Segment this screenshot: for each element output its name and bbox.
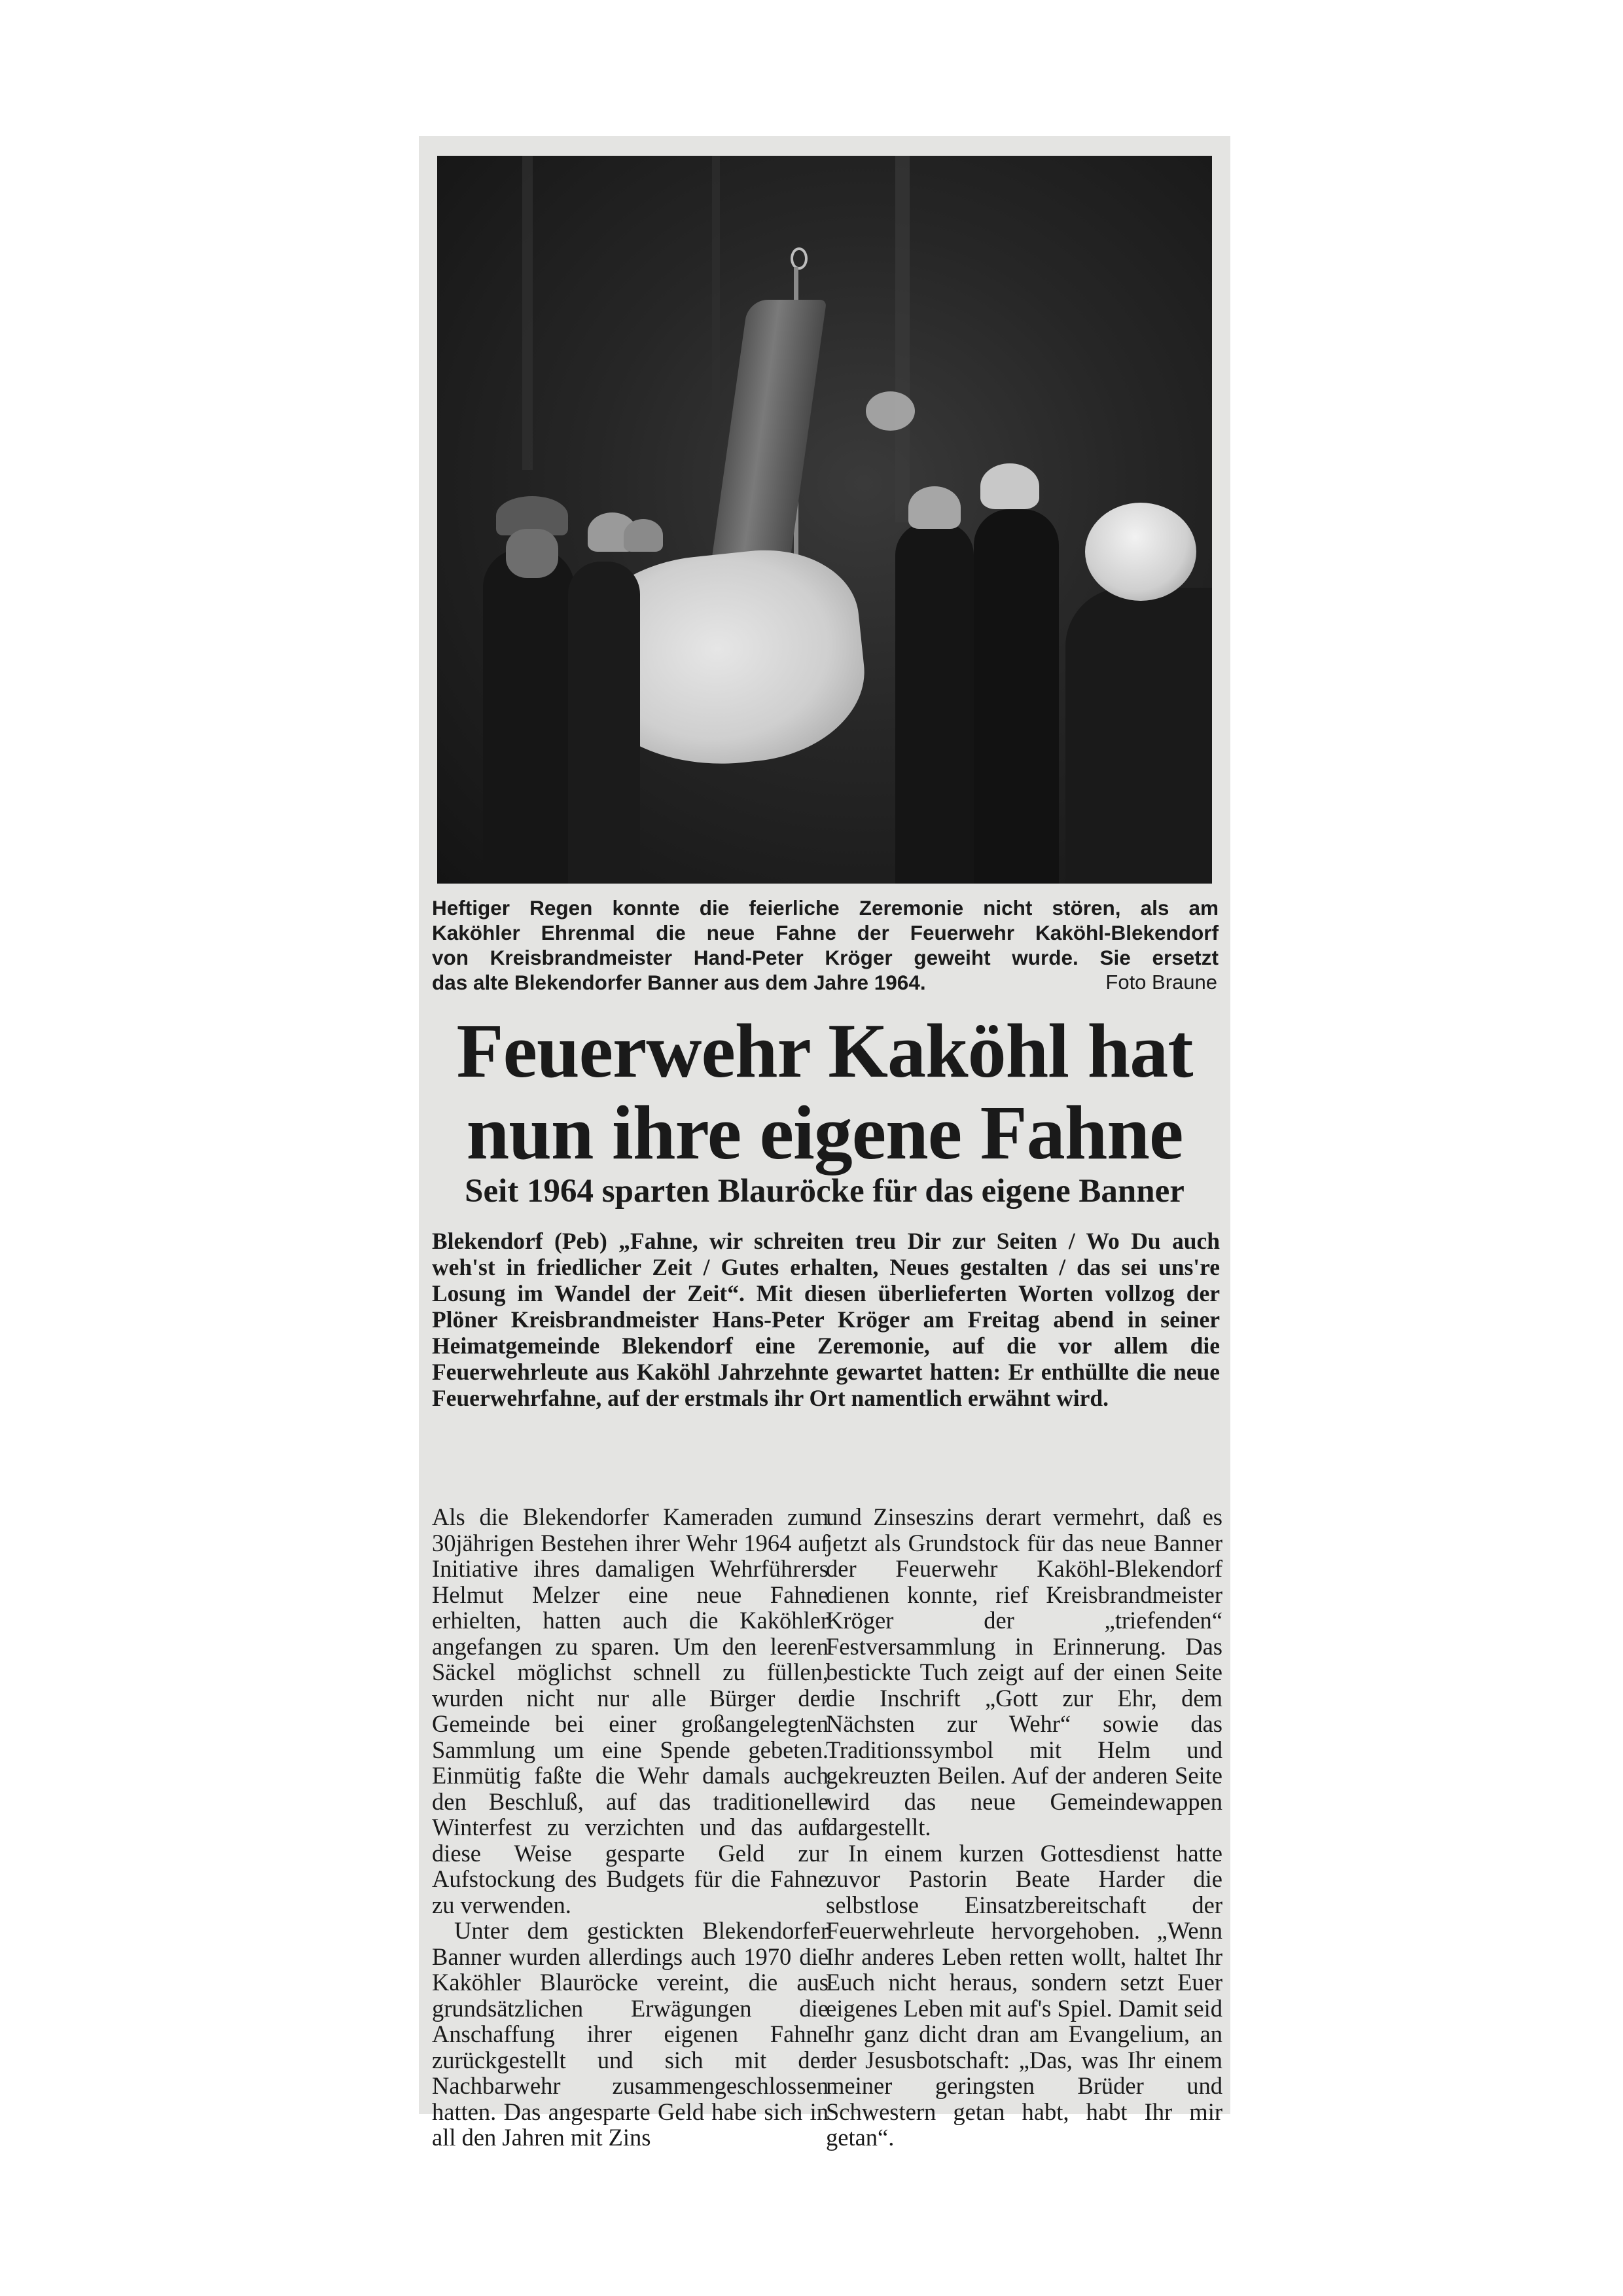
caption-line: von Kreisbrandmeister Hand-Peter Kröger geweiht wurde. Sie ersetzt bbox=[432, 946, 1219, 969]
lamp-glow bbox=[866, 391, 915, 431]
caption-line: Kaköhler Ehrenmal die neue Fahne der Feuerwehr Kaköhl-Blekendorf bbox=[432, 921, 1219, 944]
body-column-right bbox=[826, 1504, 1222, 2151]
body-paragraph: In einem kurzen Gottesdienst hatte zuvor Pastorin Beate Harder die selbstlose Einsatzbereitschaft der Feuerwehrleute hervorgehoben. „Wenn Ihr anderes Leben retten wollt, haltet Ihr Euch nicht heraus, sondern setzt Euer eigenes Leben mit auf's Spiel. Damit seid Ihr ganz dicht dran am Evangelium, an der Jesusbotschaft: „Das, was Ihr einem meiner geringsten Brüder und Schwestern getan habt, habt Ihr mir getan“. bbox=[826, 1839, 1222, 2151]
body-column-left bbox=[432, 1504, 829, 2151]
firefighter-figure bbox=[895, 522, 974, 884]
firefighter-figure bbox=[974, 509, 1059, 884]
headline: Feuerwehr Kaköhl hat nun ihre eigene Fahne bbox=[456, 1008, 1193, 1175]
lead-paragraph: Blekendorf (Peb) „Fahne, wir schreiten treu Dir zur Seiten / Wo Du auch weh'st in friedlicher Zeit / Gutes erhalten, Neues gestalten / das sei uns're Losung im Wandel der Zeit“. Mit diesen überlieferten Worten vollzog der Plöner Kreisbrandmeister Hans-Peter Kröger am Freitag abend in seiner Heimatgemeinde Blekendorf eine Zeremonie, auf die vor allem die Feuerwehrleute aus Kaköhl Jahrzehnte gewartet hatten: Er enthüllte die neue Feuerwehrfahne, auf der erstmals ihr Ort namentlich erwähnt wird. bbox=[432, 1228, 1220, 1411]
photo-credit: Foto Braune bbox=[1105, 971, 1217, 994]
firefighter-helmet bbox=[980, 463, 1039, 509]
caption-line: das alte Blekendorfer Banner aus dem Jahre 1964. bbox=[432, 971, 926, 994]
tree-trunk bbox=[522, 156, 533, 470]
body-paragraph: Unter dem gestickten Blekendorfer Banner wurden allerdings auch 1970 die Kaköhler Blauröcke vereint, die aus grundsätzlichen Erwägungen die Anschaffung ihrer eigenen Fahne zurückgestellt und sich mit der Nachbarwehr zusammengeschlossen hatten. Das angesparte Geld habe sich in all den Jahren mit Zins bbox=[432, 1917, 829, 2151]
body-paragraph: und Zinseszins derart vermehrt, daß es jetzt als Grundstock für das neue Banner der Feuerwehr Kaköhl-Blekendorf dienen konnte, rief Kreisbrandmeister Kröger der „triefenden“ Festversammlung in Erinnerung. Das bestickte Tuch zeigt auf der einen Seite die Inschrift „Gott zur Ehr, dem Nächsten zur Wehr“ sowie das Traditionssymbol mit Helm und gekreuzten Beilen. Auf der anderen Seite wird das neue Gemeindewappen dargestellt. bbox=[826, 1503, 1222, 1840]
tree-trunk bbox=[895, 156, 910, 522]
photo-caption bbox=[432, 895, 1219, 995]
newspaper-clipping bbox=[419, 136, 1230, 2151]
body-paragraph: Als die Blekendorfer Kameraden zum 30jährigen Bestehen ihrer Wehr 1964 auf Initiative ihres damaligen Wehrführers Helmut Melzer eine neue Fahne erhielten, hatten auch die Kaköhler angefangen zu sparen. Um den leeren Säckel möglichst schnell zu füllen, wurden nicht nur alle Bürger der Gemeinde bei einer großangelegten Sammlung um eine Spende gebeten. Einmütig faßte die Wehr damals auch den Beschluß, auf das traditionelle Winterfest zu verzichten und das auf diese Weise gesparte Geld zur Aufstockung des Budgets für die Fahne zu verwenden. bbox=[432, 1503, 829, 1918]
flag-pole-top bbox=[791, 247, 808, 270]
subheadline: Seit 1964 sparten Blauröcke für das eigene Banner bbox=[465, 1173, 1185, 1210]
tree-trunk bbox=[712, 156, 720, 431]
firefighter-figure bbox=[568, 562, 640, 884]
firefighter-figure bbox=[1065, 588, 1212, 884]
firefighter-helmet bbox=[624, 519, 663, 552]
firefighter-helmet bbox=[1085, 503, 1196, 601]
ceremony-photo bbox=[437, 156, 1212, 884]
caption-line: Heftiger Regen konnte die feierliche Zeremonie nicht stören, als am bbox=[432, 896, 1219, 920]
firefighter-figure bbox=[483, 548, 575, 884]
firefighter-face bbox=[506, 529, 558, 578]
firefighter-helmet bbox=[908, 486, 961, 529]
